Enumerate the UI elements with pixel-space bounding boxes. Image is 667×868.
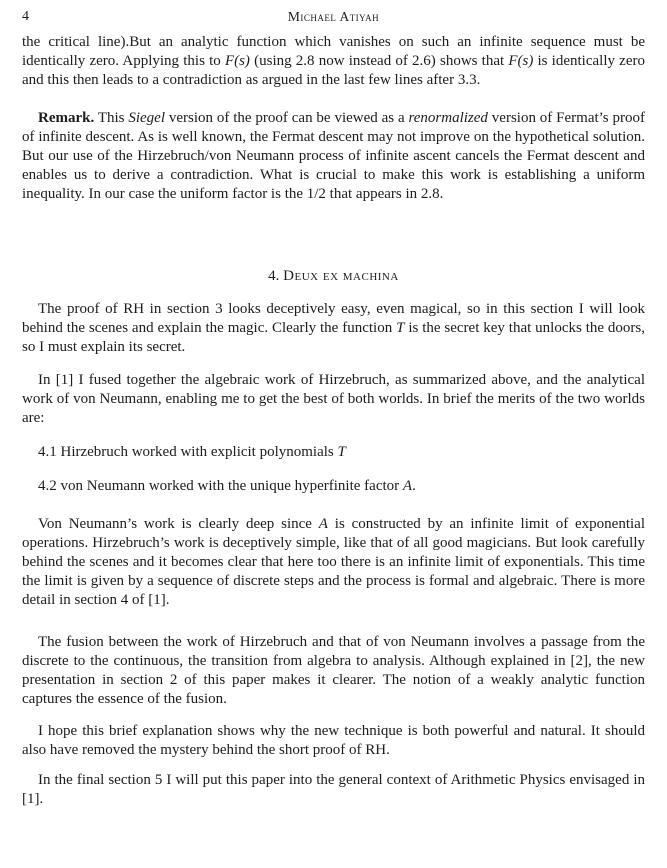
math-inline: A	[402, 478, 413, 494]
paragraph-hope	[22, 722, 645, 760]
paragraph-fusion	[22, 633, 645, 709]
paragraph-von-neumann	[22, 515, 645, 610]
text-run: is identically zero and this then leads to a contradiction as argued in the last few lines after 3.3.	[22, 53, 645, 88]
math-inline: T	[337, 444, 346, 460]
text-run: is the secret key that unlocks the doors, so I must explain its secret.	[22, 320, 645, 355]
paragraph-fused-work	[22, 371, 645, 428]
math-inline: F(s)	[224, 53, 250, 69]
running-header-title: Michael Atiyah	[287, 9, 380, 24]
section-heading	[22, 267, 645, 286]
text-run: The fusion between the work of Hirzebruch and that of von Neumann involves a passage from the discrete to the continuous, the transition from algebra to analysis. Although explained in [2], the new presentation in section 2 of this paper makes it clearer. The notion of a weakly analytic function captures the essence of the fusion.	[22, 634, 645, 707]
list-item-4-2	[22, 477, 645, 496]
list-item-4-1	[22, 443, 645, 462]
paragraph-remark	[22, 109, 645, 204]
text-run: .	[412, 478, 416, 494]
text-run: is constructed by an infinite limit of exponential operations. Hirzebruch’s work is deceptively simple, like that of all good magicians. But look carefully behind the scenes and it becomes clear that here too there is an infinite limit of exponentials. This time the limit is given by a sequence of discrete steps and the process is formal and algebraic. There is more detail in section 4 of [1].	[22, 516, 645, 608]
paragraph-proof-of-rh	[22, 300, 645, 357]
math-inline: A	[318, 516, 328, 532]
section-number: 4.	[268, 268, 280, 284]
text-run: In [1] I fused together the algebraic work of Hirzebruch, as summarized above, and the analytical work of von Neumann, enabling me to get the best of both worlds. In brief the merits of the two worlds are:	[22, 372, 645, 426]
page-number: 4	[22, 9, 29, 24]
text-run: (using 2.8 now instead of 2.6) shows that	[249, 53, 509, 69]
remark-label: Remark.	[38, 110, 95, 126]
section-title: Deux ex machina	[283, 268, 399, 284]
text-run-italic: Siegel	[128, 110, 166, 126]
text-run: I hope this brief explanation shows why the new technique is both powerful and natural. It should also have removed the mystery behind the short proof of RH.	[22, 723, 645, 758]
text-run: This	[94, 110, 129, 126]
paragraph-continuation	[22, 33, 645, 90]
page-header	[22, 8, 645, 25]
text-run: 4.2 von Neumann worked with the unique hyperfinite factor	[38, 478, 403, 494]
text-run: version of Fermat’s proof of infinite descent. As is well known, the Fermat descent may not improve on the hypothetical solution. But our use of the Hirzebruch/von Neumann process of infinite ascent cancels the Fermat descent and enables us to derive a contradiction. What is crucial to make this work is establishing a uniform inequality. In our case the uniform factor is the 1/2 that appears in 2.8.	[22, 110, 645, 202]
text-run: 4.1 Hirzebruch worked with explicit polynomials	[38, 444, 338, 460]
text-run-italic: renormalized	[408, 110, 488, 126]
paragraph-final-section	[22, 771, 645, 809]
text-run: In the final section 5 I will put this paper into the general context of Arithmetic Physics envisaged in [1].	[22, 772, 645, 807]
text-run: version of the proof can be viewed as a	[165, 110, 409, 126]
text-run: Von Neumann’s work is clearly deep since	[38, 516, 319, 532]
text-run: The proof of RH in section 3 looks deceptively easy, even magical, so in this section I will look behind the scenes and explain the magic. Clearly the function	[22, 301, 645, 336]
math-inline: F(s)	[508, 53, 534, 69]
math-inline: T	[396, 320, 405, 336]
text-run: the critical line).But an analytic function which vanishes on such an infinite sequence must be identically zero. Applying this to	[22, 34, 645, 69]
